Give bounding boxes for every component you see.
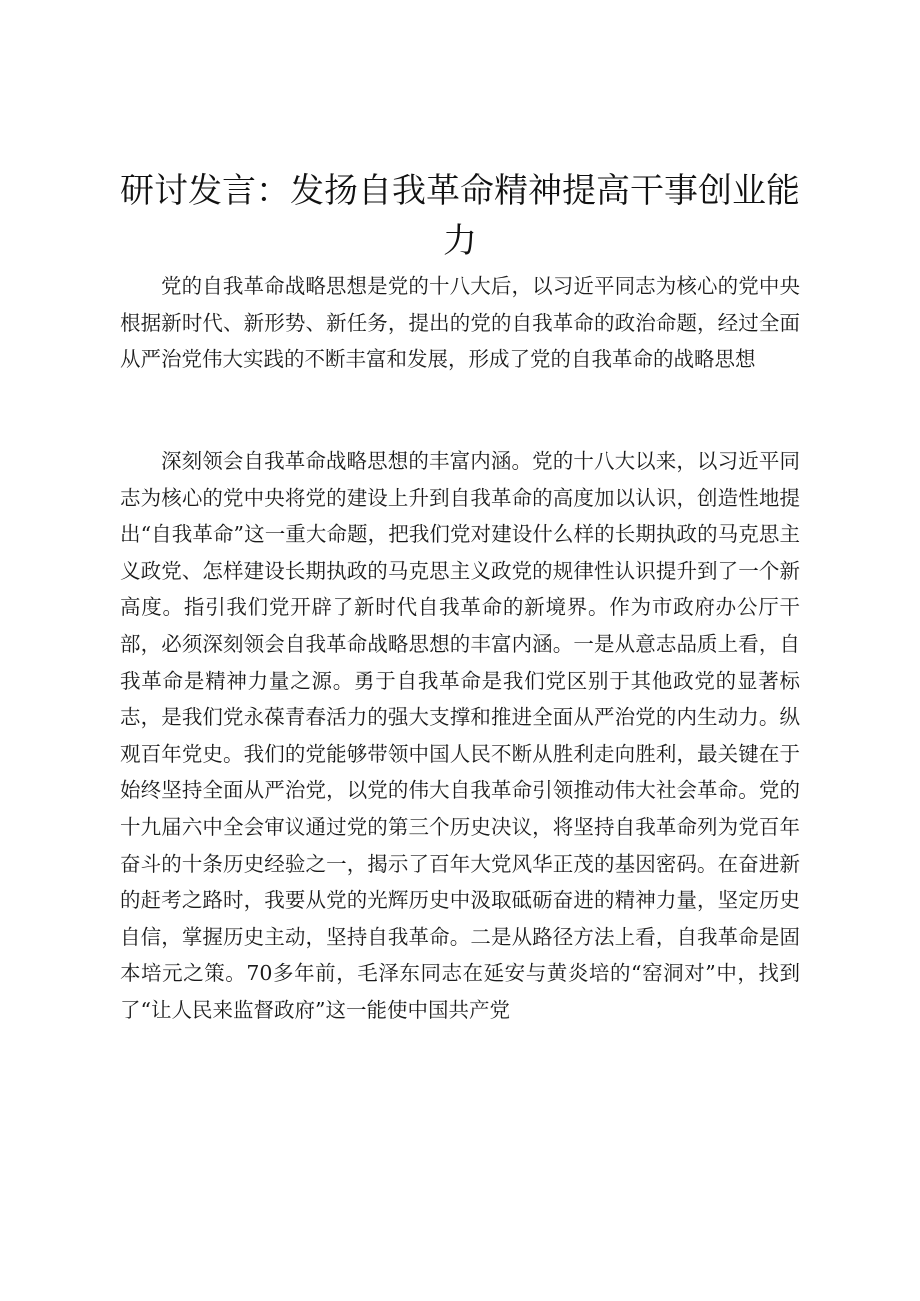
paragraph-main: 深刻领会自我革命战略思想的丰富内涵。党的十八大以来，以习近平同志为核心的党中央将党的建设上升到自我革命的高度加以认识，创造性地提出“自我革命”这一重大命题，把我们党对建设什么样的长期执政的马克思主义政党、怎样建设长期执政的马克思主义政党的规律性认识提升到了一个新高度。指引我们党开辟了新时代自我革命的新境界。作为市政府办公厅干部，必须深刻领会自我革命战略思想的丰富内涵。一是从意志品质上看，自我革命是精神力量之源。勇于自我革命是我们党区别于其他政党的显著标志，是我们党永葆青春活力的强大支撑和推进全面从严治党的内生动力。纵观百年党史。我们的党能够带领中国人民不断从胜利走向胜利，最关键在于始终坚持全面从严治党，以党的伟大自我革命引领推动伟大社会革命。党的十九届六中全会审议通过党的第三个历史决议，将坚持自我革命列为党百年奋斗的十条历史经验之一，揭示了百年大党风华正茂的基因密码。在奋进新的赶考之路时，我要从党的光辉历史中汲取砥砺奋进的精神力量，坚定历史自信，掌握历史主动，坚持自我革命。二是从路径方法上看，自我革命是固本培元之策。70多年前，毛泽东同志在延安与黄炎培的“窑洞对”中，找到了“让人民来监督政府”这一能使中国共产党 (120, 449, 800, 1022)
paragraph-intro: 党的自我革命战略思想是党的十八大后，以习近平同志为核心的党中央根据新时代、新形势、新任务，提出的党的自我革命的政治命题，经过全面从严治党伟大实践的不断丰富和发展，形成了党的自我革命的战略思想 (120, 274, 800, 372)
document-title: 研讨发言：发扬自我革命精神提高干事创业能力 (120, 171, 800, 261)
